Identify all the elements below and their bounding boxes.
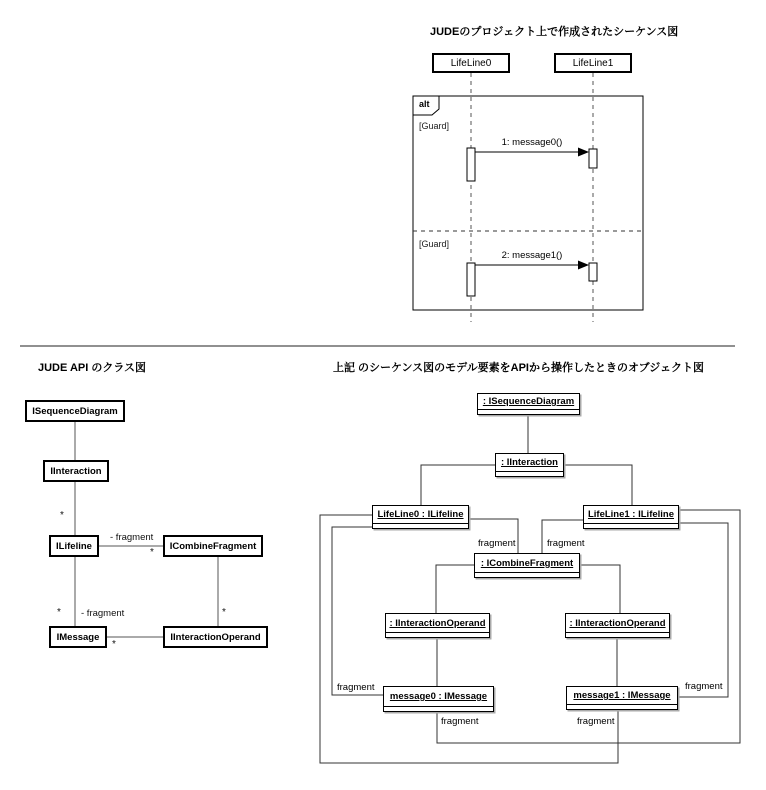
lifeline-head-lifeline0	[432, 53, 510, 73]
activation-bar	[467, 263, 475, 296]
object-message1-name: message1 : IMessage	[573, 690, 671, 701]
link-olifeline0-omessage0	[332, 527, 383, 695]
link-omessage1-olifeline1	[678, 523, 728, 697]
object-attribute-compartment	[384, 706, 493, 711]
alt-operator-label: alt	[419, 99, 430, 109]
object-iinteraction-name: : IInteraction	[500, 457, 558, 468]
object-attribute-compartment	[567, 704, 677, 709]
object-message0-name: message0 : IMessage	[389, 691, 488, 702]
object-message0	[383, 686, 494, 712]
role-fragment-combinefragment: - fragment	[110, 532, 154, 543]
class-diagram-title: JUDE API のクラス図	[38, 362, 147, 374]
link-ointeraction-olifeline1	[564, 465, 632, 505]
object-message1	[566, 686, 678, 710]
object-attribute-compartment	[566, 632, 669, 637]
object-lifeline1	[583, 505, 679, 529]
lifeline-head-lifeline1	[554, 53, 632, 73]
activation-bar	[589, 263, 597, 281]
object-attribute-compartment	[478, 409, 579, 414]
class-iinteractionoperand: IInteractionOperand	[163, 626, 268, 648]
object-attribute-compartment	[386, 632, 489, 637]
object-ioperand-left	[385, 613, 490, 638]
object-attribute-compartment	[373, 523, 468, 528]
object-attribute-compartment	[496, 471, 563, 476]
sequence-diagram-title: JUDEのプロジェクト上で作成されたシーケンス図	[430, 26, 679, 38]
link-ocombine-ooperandright	[580, 565, 620, 613]
message0-arrowhead	[578, 148, 589, 157]
class-icombinefragment: ICombineFragment	[163, 535, 263, 557]
section-divider	[20, 345, 735, 347]
activation-bar	[589, 149, 597, 168]
message1-arrowhead	[578, 261, 589, 270]
object-ioperand-right-name: : IInteractionOperand	[569, 617, 666, 629]
object-icombinefragment-name: : ICombineFragment	[480, 557, 574, 569]
multiplicity-imessage-left: *	[57, 607, 61, 618]
fragment-label-olifeline0-omessage1: fragment	[577, 716, 615, 727]
class-iinteraction: IInteraction	[43, 460, 109, 482]
object-iinteraction	[495, 453, 564, 477]
object-isequencediagram-name: : ISequenceDiagram	[482, 396, 575, 407]
class-imessage: IMessage	[49, 626, 107, 648]
lifeline1-label: LifeLine1	[572, 57, 614, 69]
object-ioperand-left-name: : IInteractionOperand	[389, 617, 486, 629]
link-ointeraction-olifeline0	[421, 465, 495, 505]
class-diagram-associations	[75, 422, 218, 637]
object-icombinefragment	[474, 553, 580, 578]
fragment-label-olifeline1-ocombine: fragment	[547, 538, 585, 549]
fragment-label-olifeline0-ocombine: fragment	[478, 538, 516, 549]
guard-label-2: [Guard]	[419, 239, 450, 249]
object-lifeline0-name: LifeLine0 : ILifeline	[377, 509, 464, 520]
object-lifeline1-name: LifeLine1 : ILifeline	[587, 509, 675, 520]
link-ocombine-ooperandleft	[436, 565, 474, 613]
fragment-label-olifeline0-omessage0: fragment	[337, 682, 375, 693]
activation-bar	[467, 148, 475, 181]
multiplicity-iinteractionoperand: *	[222, 607, 226, 618]
object-attribute-compartment	[475, 572, 579, 577]
object-attribute-compartment	[584, 523, 678, 528]
fragment-label-omessage1-olifeline1: fragment	[685, 681, 723, 692]
multiplicity-ilifeline: *	[60, 510, 64, 521]
class-ilifeline: ILifeline	[49, 535, 99, 557]
object-ioperand-right	[565, 613, 670, 638]
sequence-diagram-lines	[413, 73, 643, 322]
class-isequencediagram: ISequenceDiagram	[25, 400, 125, 422]
message1-label: 2: message1()	[501, 250, 563, 261]
role-fragment-imessage: - fragment	[81, 608, 125, 619]
lifeline0-label: LifeLine0	[450, 57, 492, 69]
fragment-label-omessage0-olifeline1: fragment	[441, 716, 479, 727]
multiplicity-imessage-bottom: *	[112, 639, 116, 650]
multiplicity-icombinefragment: *	[150, 547, 154, 558]
message0-label: 1: message0()	[501, 137, 563, 148]
object-isequencediagram	[477, 393, 580, 415]
object-lifeline0	[372, 505, 469, 529]
guard-label-1: [Guard]	[419, 121, 450, 131]
object-diagram-title: 上記 のシーケンス図のモデル要素をAPIから操作したときのオブジェクト図	[333, 362, 704, 374]
